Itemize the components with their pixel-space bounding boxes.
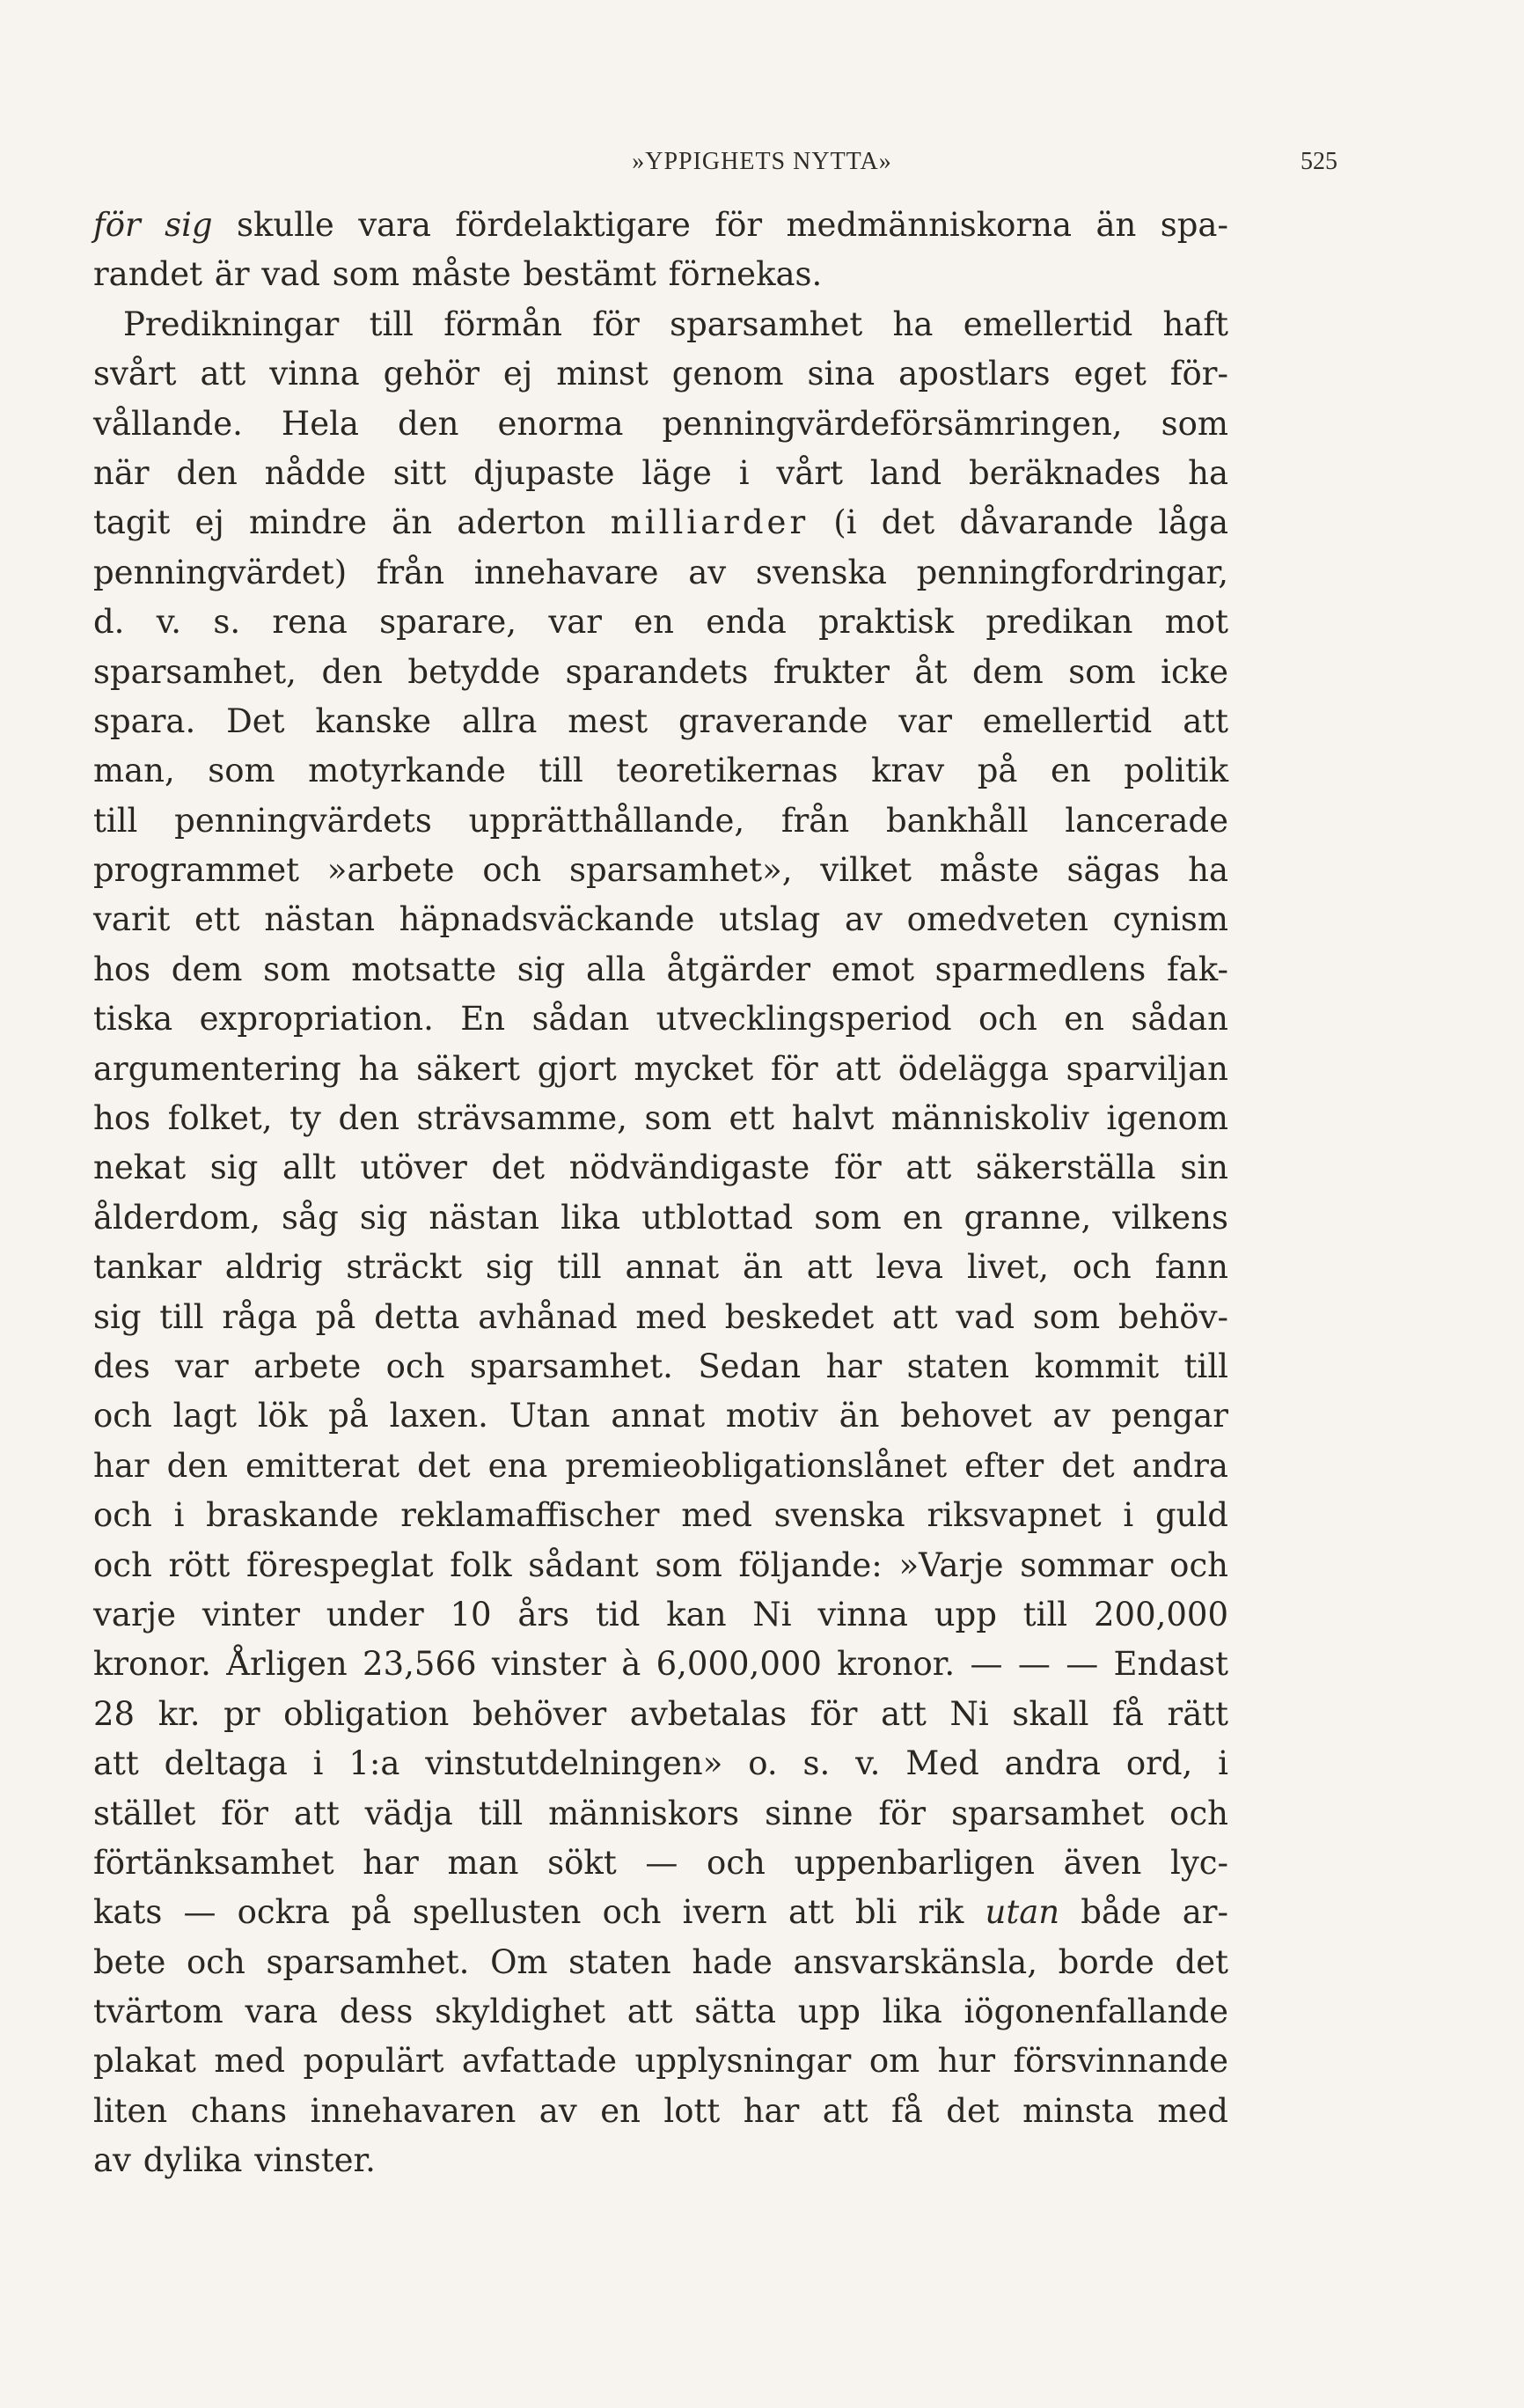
page-number: 525: [1301, 148, 1337, 175]
text-line: tankar aldrig sträckt sig till annat än att leva livet, och fann: [93, 1248, 1228, 1287]
text-line: svårt att vinna gehör ej minst genom sina apostlars eget för-: [93, 355, 1228, 393]
text-line: tvärtom vara dess skyldighet att sätta upp lika iögonenfallande: [93, 1993, 1228, 2031]
running-title: »YPPIGHETS NYTTA»: [632, 148, 892, 175]
text-line: kronor. Årligen 23,566 vinster à 6,000,000 kronor. — — — Endast: [93, 1645, 1228, 1684]
text-line: hos dem som motsatte sig alla åtgärder emot sparmedlens fak-: [93, 950, 1228, 988]
text-line: plakat med populärt avfattade upplysningar om hur försvinnande: [93, 2042, 1228, 2081]
text-line: vållande. Hela den enorma penningvärdeförsämringen, som: [93, 404, 1228, 443]
emphasis-text: för sig: [93, 206, 213, 244]
text-line: sig till råga på detta avhånad med beskedet att vad som behöv-: [93, 1297, 1228, 1336]
text-line: att deltaga i 1:a vinstutdelningen» o. s. v. Med andra ord, i: [93, 1744, 1228, 1783]
text-line: till penningvärdets upprätthållande, från bankhåll lancerade: [93, 801, 1228, 840]
text-line: av dylika vinster.: [93, 2141, 376, 2180]
spaced-text: milliarder: [610, 503, 810, 542]
text-line: har den emitterat det ena premieobligationslånet efter det andra: [93, 1446, 1228, 1485]
text-line: och rött förespeglat folk sådant som följande: »Varje sommar och: [93, 1545, 1228, 1584]
text-line: kats — ockra på spellusten och ivern att bli rik utan både ar-: [93, 1893, 1228, 1932]
text-line: des var arbete och sparsamhet. Sedan har staten kommit till: [93, 1347, 1228, 1385]
text-line: och lagt lök på laxen. Utan annat motiv än behovet av pengar: [93, 1397, 1228, 1435]
text-line: varje vinter under 10 års tid kan Ni vinna upp till 200,000: [93, 1595, 1228, 1633]
text-line: för sig skulle vara fördelaktigare för medmänniskorna än spa-: [93, 206, 1228, 244]
text-line: när den nådde sitt djupaste läge i vårt land beräknades ha: [93, 453, 1228, 492]
emphasis-text: utan: [985, 1893, 1060, 1932]
text-line: ålderdom, såg sig nästan lika utblottad som en granne, vilkens: [93, 1198, 1228, 1237]
text-line: och i braskande reklamaffischer med svenska riksvapnet i guld: [93, 1496, 1228, 1535]
text-line: nekat sig allt utöver det nödvändigaste för att säkerställa sin: [93, 1149, 1228, 1187]
text-line: programmet »arbete och sparsamhet», vilket måste sägas ha: [93, 851, 1228, 890]
text-line: Predikningar till förmån för sparsamhet ha emellertid haft: [123, 305, 1228, 343]
text-line: man, som motyrkande till teoretikernas krav på en politik: [93, 752, 1228, 790]
text-line: randet är vad som måste bestämt förnekas.: [93, 255, 823, 294]
text-line: tagit ej mindre än aderton milliarder (i det dåvarande låga: [93, 503, 1229, 542]
text-line: stället för att vädja till människors sinne för sparsamhet och: [93, 1794, 1228, 1832]
text-line: hos folket, ty den strävsamme, som ett halvt människoliv igenom: [93, 1099, 1228, 1138]
text-line: spara. Det kanske allra mest graverande var emellertid att: [93, 701, 1228, 740]
text-line: argumentering ha säkert gjort mycket för att ödelägga sparviljan: [93, 1049, 1228, 1088]
text-line: tiska expropriation. En sådan utvecklingsperiod och en sådan: [93, 1000, 1228, 1039]
text-line: liten chans innehavaren av en lott har att få det minsta med: [93, 2091, 1228, 2130]
body-text: [93, 201, 1228, 2186]
text-line: varit ett nästan häpnadsväckande utslag av omedveten cynism: [93, 900, 1228, 939]
text-line: 28 kr. pr obligation behöver avbetalas för att Ni skall få rätt: [93, 1694, 1228, 1733]
text-line: bete och sparsamhet. Om staten hade ansvarskänsla, borde det: [93, 1942, 1228, 1981]
text-line: sparsamhet, den betydde sparandets frukter åt dem som icke: [93, 652, 1228, 691]
text-line: d. v. s. rena sparare, var en enda praktisk predikan mot: [93, 603, 1228, 642]
text-line: penningvärdet) från innehavare av svenska penningfordringar,: [93, 553, 1228, 591]
text-line: förtänksamhet har man sökt — och uppenbarligen även lyc-: [93, 1843, 1228, 1882]
